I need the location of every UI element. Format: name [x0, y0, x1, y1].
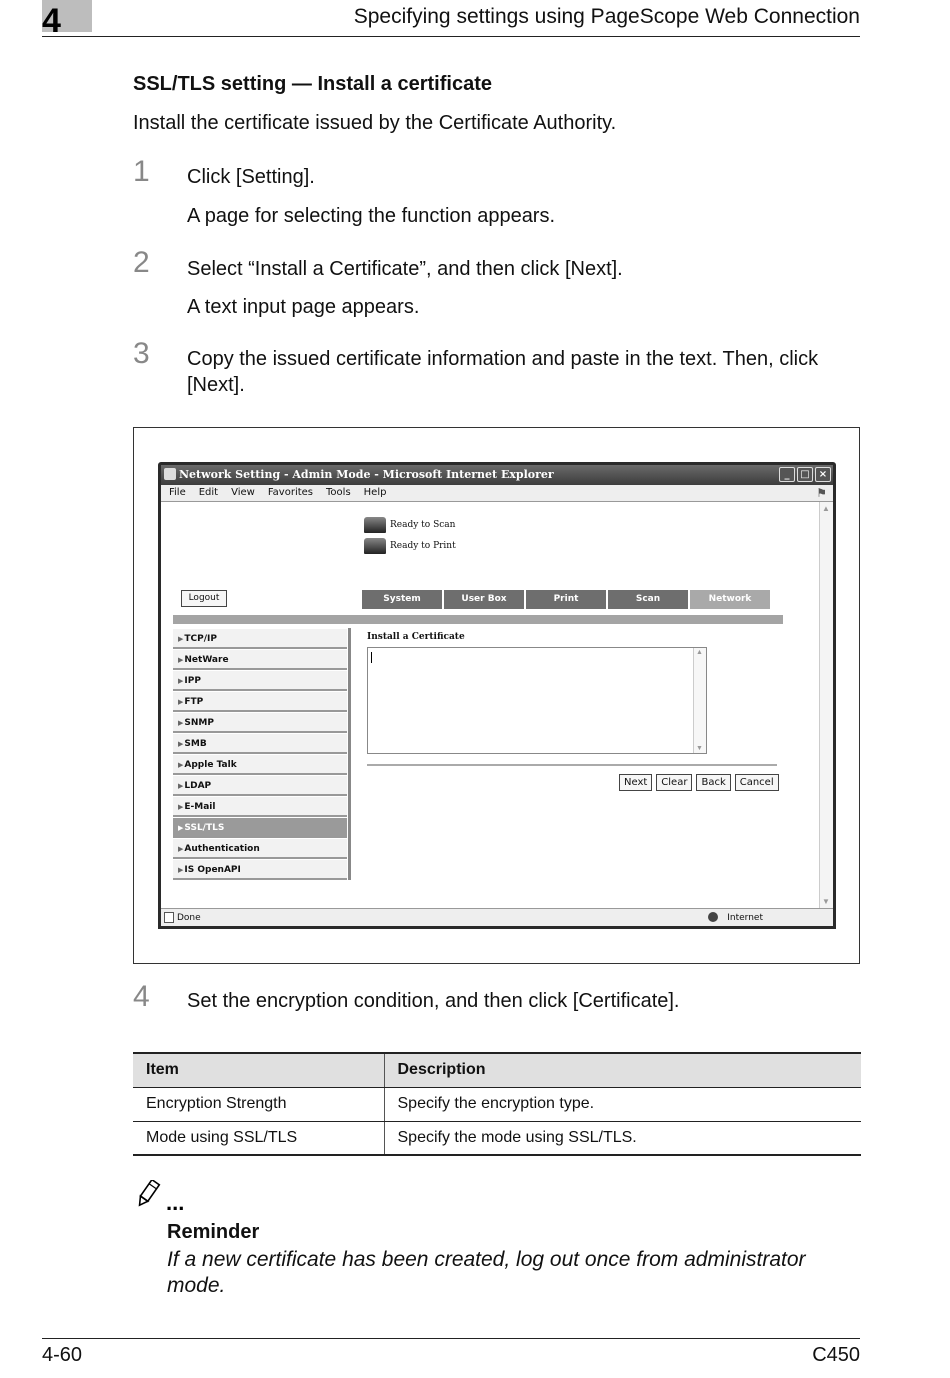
step-number-4: 4 [133, 980, 150, 1013]
print-status-text: Ready to Print [390, 541, 456, 551]
tab-system[interactable]: System [362, 590, 442, 609]
internet-globe-icon [708, 912, 718, 922]
menu-tools[interactable]: Tools [326, 487, 351, 498]
scan-status-text: Ready to Scan [390, 520, 456, 530]
content-divider [367, 764, 777, 766]
nav-item-netware[interactable]: ▶NetWare [173, 649, 347, 670]
step-number-1: 1 [133, 155, 150, 188]
clear-button[interactable]: Clear [656, 774, 692, 791]
nav-item-authentication[interactable]: ▶Authentication [173, 838, 347, 859]
header-title: Specifying settings using PageScope Web Connection [353, 5, 860, 28]
nav-item-smb[interactable]: ▶SMB [173, 733, 347, 754]
print-status [364, 538, 456, 554]
install-certificate-label: Install a Certificate [367, 632, 465, 642]
reminder-title: Reminder [167, 1221, 260, 1243]
maximize-icon[interactable]: □ [797, 467, 813, 482]
scroll-up-icon[interactable]: ▲ [696, 649, 703, 656]
close-icon[interactable]: × [815, 467, 831, 482]
page-icon [164, 912, 174, 923]
table-header-description: Description [384, 1053, 861, 1087]
nav-item-tcp-ip[interactable]: ▶TCP/IP [173, 628, 347, 649]
nav-item-ftp[interactable]: ▶FTP [173, 691, 347, 712]
back-button[interactable]: Back [696, 774, 730, 791]
page-content [161, 502, 819, 908]
step-2-text: Select “Install a Certificate”, and then click [Next]. [187, 258, 623, 280]
scanner-icon [364, 517, 386, 533]
page-scrollbar[interactable] [819, 502, 833, 908]
nav-item-e-mail[interactable]: ▶E-Mail [173, 796, 347, 817]
scroll-down-icon[interactable]: ▼ [696, 745, 703, 752]
table-cell-item: Mode using SSL/TLS [133, 1121, 384, 1155]
browser-window [158, 462, 836, 929]
nav-item-ipp[interactable]: ▶IPP [173, 670, 347, 691]
tab-network[interactable]: Network [690, 590, 770, 609]
header-rule [42, 36, 860, 37]
step-4-text: Set the encryption condition, and then click [Certificate]. [187, 990, 680, 1012]
table-cell-description: Specify the mode using SSL/TLS. [384, 1121, 861, 1155]
status-done: Done [177, 913, 201, 923]
cancel-button[interactable]: Cancel [735, 774, 779, 791]
menu-edit[interactable]: Edit [198, 487, 219, 498]
chapter-number: 4 [42, 2, 61, 40]
menu-file[interactable]: File [169, 487, 186, 498]
nav-item-ssl-tls[interactable]: ▶SSL/TLS [173, 817, 347, 838]
tab-print[interactable]: Print [526, 590, 606, 609]
step-number-2: 2 [133, 246, 150, 279]
tab-bar [362, 590, 770, 609]
page-scroll-down-icon[interactable]: ▼ [822, 897, 830, 906]
textarea-scrollbar[interactable] [693, 648, 706, 753]
scan-status [364, 517, 455, 533]
settings-table [133, 1052, 861, 1156]
menu-favorites[interactable]: Favorites [267, 487, 314, 498]
table-row [133, 1121, 861, 1155]
certificate-textarea[interactable] [367, 647, 707, 754]
nav-item-is-openapi[interactable]: ▶IS OpenAPI [173, 859, 347, 880]
step-number-3: 3 [133, 337, 150, 370]
minimize-icon[interactable]: _ [779, 467, 795, 482]
step-3-text: Copy the issued certificate information and paste in the text. Then, click [Next]. [187, 348, 819, 396]
table-cell-item: Encryption Strength [133, 1087, 384, 1121]
section-title: SSL/TLS setting — Install a certificate [133, 73, 492, 95]
pencil-note-icon [134, 1180, 204, 1212]
tab-user-box[interactable]: User Box [444, 590, 524, 609]
status-zone: Internet [727, 913, 763, 923]
nav-item-snmp[interactable]: ▶SNMP [173, 712, 347, 733]
side-nav [173, 628, 351, 880]
status-bar [161, 908, 833, 926]
model-name: C450 [812, 1344, 860, 1366]
text-cursor [371, 652, 372, 663]
table-header-item: Item [133, 1053, 384, 1087]
nav-item-apple-talk[interactable]: ▶Apple Talk [173, 754, 347, 775]
browser-titlebar [161, 465, 833, 485]
tab-underline [173, 615, 783, 624]
step-1-text: Click [Setting]. [187, 166, 315, 188]
page-scroll-up-icon[interactable]: ▲ [822, 504, 830, 513]
menu-help[interactable]: Help [363, 487, 387, 498]
step-1-result: A page for selecting the function appears. [187, 205, 556, 227]
tab-scan[interactable]: Scan [608, 590, 688, 609]
table-header-row [133, 1053, 861, 1087]
windows-flag-icon: ⚑ [816, 486, 827, 500]
window-title: Network Setting - Admin Mode - Microsoft Internet Explorer [179, 468, 554, 481]
menu-bar [161, 485, 833, 502]
menu-view[interactable]: View [231, 487, 255, 498]
footer-rule [42, 1338, 860, 1339]
logout-button[interactable]: Logout [181, 590, 227, 607]
action-buttons [619, 774, 779, 791]
step-2-result: A text input page appears. [187, 296, 420, 318]
reminder-dots: ... [166, 1190, 185, 1212]
page-number: 4-60 [42, 1344, 83, 1366]
table-row [133, 1087, 861, 1121]
printer-icon [364, 538, 386, 554]
table-cell-description: Specify the encryption type. [384, 1087, 861, 1121]
screenshot-frame [133, 427, 860, 964]
nav-item-ldap[interactable]: ▶LDAP [173, 775, 347, 796]
ie-logo-icon [164, 468, 176, 480]
section-intro: Install the certificate issued by the Certificate Authority. [133, 112, 617, 134]
reminder-text: If a new certificate has been created, log out once from administrator mode. [167, 1248, 806, 1297]
next-button[interactable]: Next [619, 774, 652, 791]
